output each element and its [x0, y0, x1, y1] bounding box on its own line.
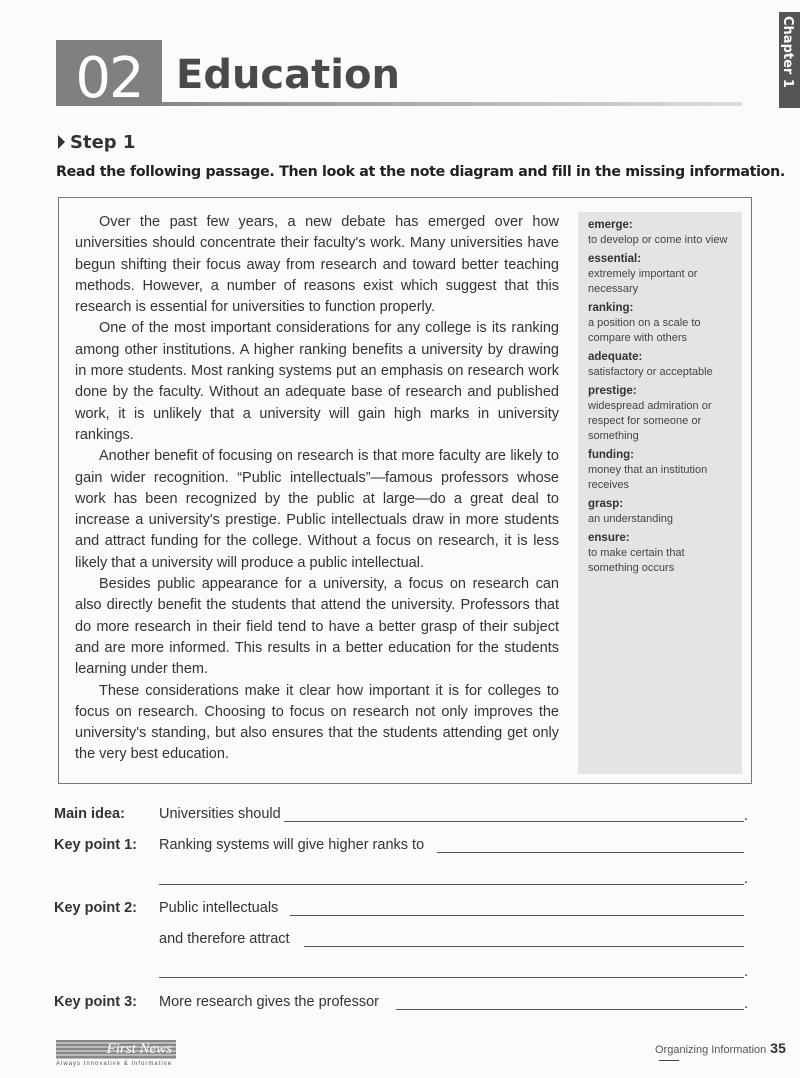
glossary-def: money that an institution receives: [588, 464, 708, 491]
blank-line[interactable]: [396, 1009, 744, 1010]
title-rule: [162, 102, 742, 106]
key-point-2-attract-row: and therefore attract: [54, 931, 744, 951]
glossary-word: prestige:: [588, 385, 637, 397]
key-point-3-row: Key point 3: More research gives the professor .: [54, 994, 748, 1012]
main-idea-row: Main idea: Universities should .: [54, 806, 748, 824]
glossary-word: adequate:: [588, 351, 643, 363]
key-point-2-row: Key point 2: Public intellectuals: [54, 900, 744, 920]
glossary-word: essential:: [588, 253, 642, 265]
glossary-def: satisfactory or acceptable: [588, 366, 713, 378]
glossary-word: grasp:: [588, 498, 624, 510]
glossary-def: extremely important or necessary: [588, 268, 698, 295]
paragraph: Another benefit of focusing on research is that more faculty are likely to gain wider recognition. “Public intellectuals”—famous professors whose work has been recognized by the public at large—do a great deal to increase a university's prestige. Public intellectuals draw in more students and attract funding for the college. Without a focus on research, it is less likely that a university will produce a public intellectual.: [75, 448, 559, 571]
blank-line[interactable]: [159, 884, 744, 885]
instruction: Read the following passage. Then look at the note diagram and fill in the missing information.: [56, 164, 785, 180]
blank-line[interactable]: [159, 977, 744, 978]
passage-box: [58, 197, 752, 784]
step-heading: Step 1: [58, 132, 135, 153]
publisher-logo: First News: [56, 1040, 176, 1059]
paragraph: Besides public appearance for a university, a focus on research can also directly benefit the students that attend the university. Professors that do more research in their field tend to have a better grasp of their subject and are more informed. This results in a better education for the students learning under them.: [75, 576, 559, 678]
blank-line[interactable]: [437, 852, 744, 853]
page-title: Education: [176, 52, 400, 98]
paragraph: One of the most important considerations for any college is its ranking among other institutions. A higher ranking benefits a university by drawing in more students. Most ranking systems put an emphasis on research work done by the faculty. Without an adequate base of research and published work, it is unlikely that a university will gain high marks in university rankings.: [75, 320, 559, 443]
triangle-icon: [58, 135, 65, 149]
passage: [75, 212, 559, 766]
key-point-1-row: Key point 1: Ranking systems will give higher ranks to: [54, 837, 744, 857]
blank-line[interactable]: [290, 915, 744, 916]
glossary-word: ensure:: [588, 532, 630, 544]
glossary-def: to make certain that something occurs: [588, 547, 685, 574]
key-point-1-continuation: .: [54, 869, 744, 889]
publisher-tagline: Always Innovative & Informative: [56, 1061, 173, 1067]
glossary: [578, 212, 742, 774]
glossary-word: funding:: [588, 449, 634, 461]
glossary-def: an understanding: [588, 513, 674, 525]
chapter-number: 02: [56, 40, 162, 106]
glossary-def: a position on a scale to compare with others: [588, 317, 701, 344]
key-point-2-continuation: .: [54, 962, 744, 982]
glossary-def: widespread admiration or respect for someone or something: [588, 400, 712, 442]
chapter-tab: Chapter 1: [779, 12, 800, 108]
paragraph: These considerations make it clear how important it is for colleges to focus on research. Choosing to focus on research not only improves the university's standing, but also ensures that the students attending get only the very best education.: [75, 682, 559, 763]
blank-line[interactable]: [284, 821, 744, 822]
glossary-def: to develop or come into view: [588, 234, 728, 246]
glossary-word: ranking:: [588, 302, 634, 314]
blank-line[interactable]: [304, 946, 744, 947]
page-number: 35: [770, 1040, 786, 1056]
paragraph: Over the past few years, a new debate has emerged over how universities should concentrate their faculty's work. Many universities have begun shifting their focus away from research and toward better teaching methods. However, a number of reasons exist which suggest that this research is essential for universities to function properly.: [75, 214, 559, 316]
page-footer: Organizing Information 35: [655, 1040, 800, 1068]
glossary-word: emerge:: [588, 219, 633, 231]
